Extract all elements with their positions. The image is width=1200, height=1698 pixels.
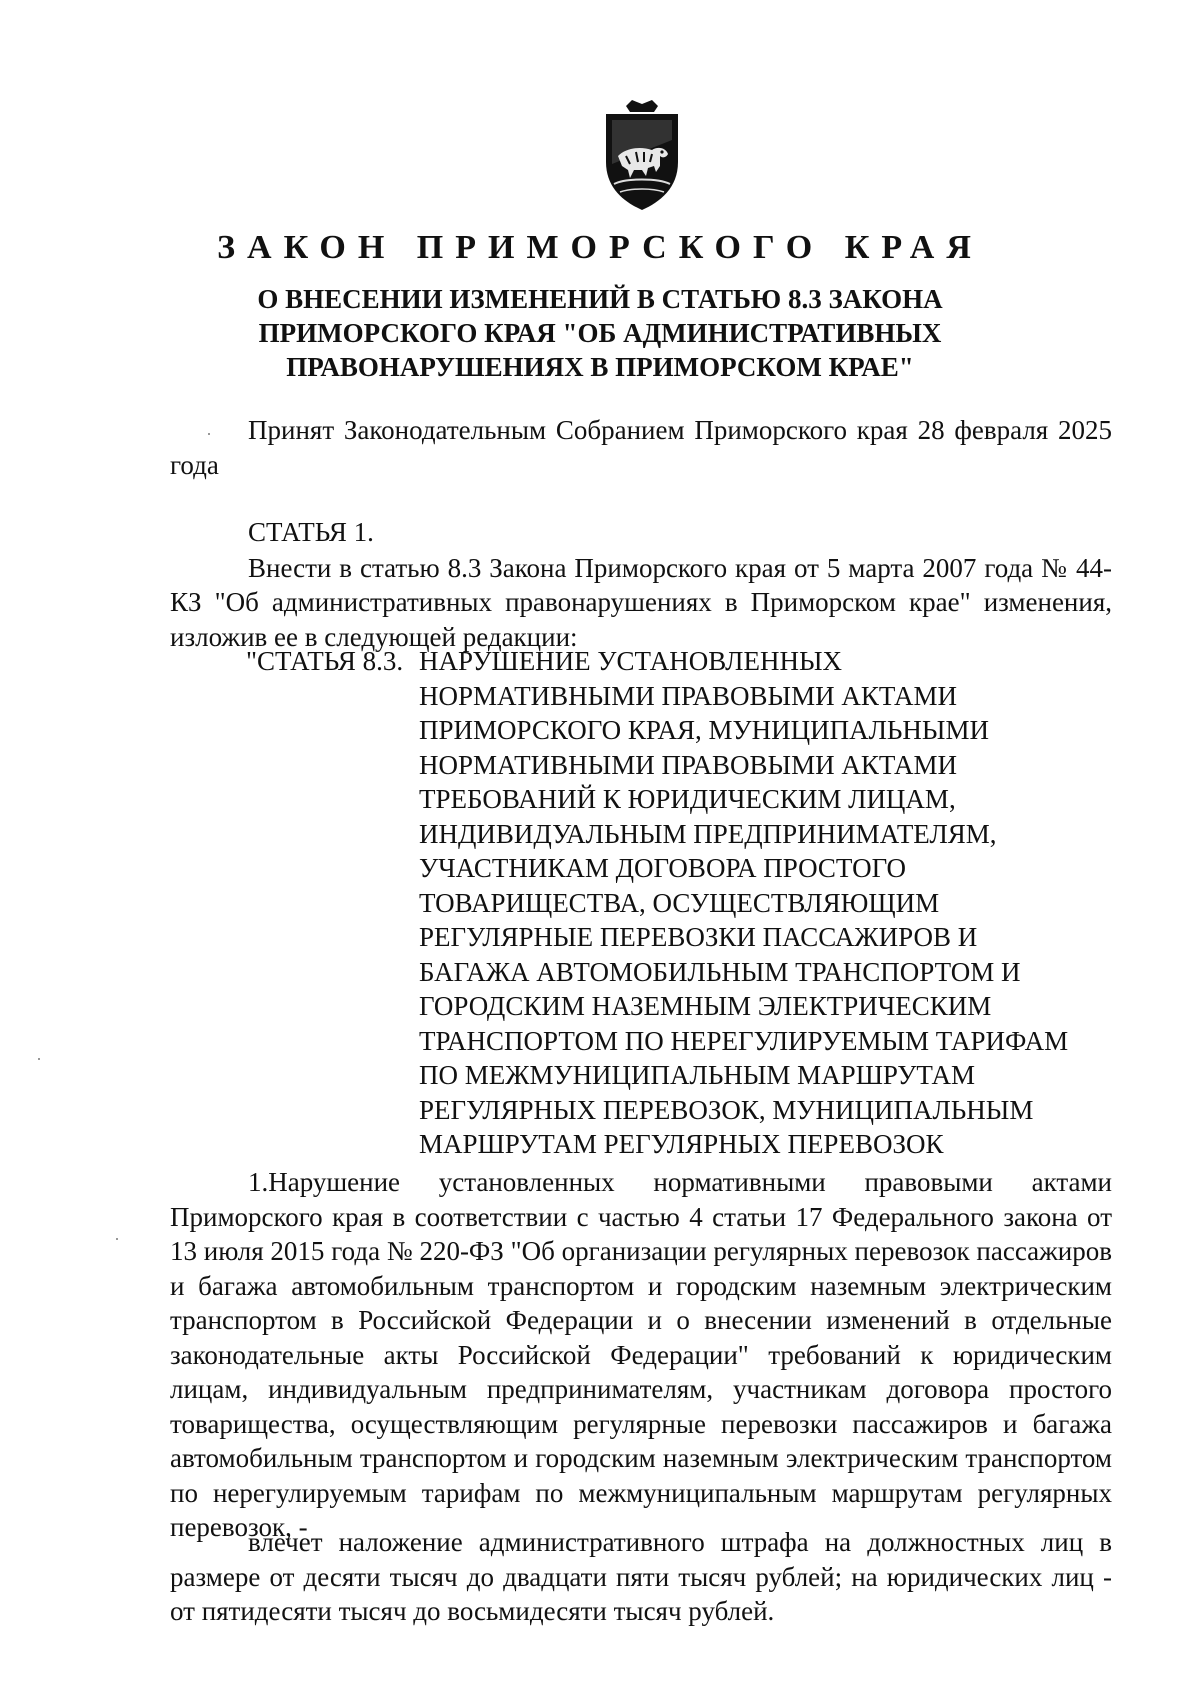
article-8-3-number: "СТАТЬЯ 8.3. xyxy=(246,646,404,676)
subtitle-line: ПРИМОРСКОГО КРАЯ "ОБ АДМИНИСТРАТИВНЫХ xyxy=(258,318,942,348)
article-8-3-title-line: МАРШРУТАМ РЕГУЛЯРНЫХ ПЕРЕВОЗОК xyxy=(419,1129,944,1159)
article-8-3-title-line: НАРУШЕНИЕ УСТАНОВЛЕННЫХ xyxy=(419,646,843,676)
article-8-3-title-line: ИНДИВИДУАЛЬНЫМ ПРЕДПРИНИМАТЕЛЯМ, xyxy=(419,818,997,849)
article-8-3-title-line: РЕГУЛЯРНЫЕ ПЕРЕВОЗКИ ПАССАЖИРОВ И xyxy=(419,922,978,952)
article-8-3-title-line: ТРЕБОВАНИЙ К ЮРИДИЧЕСКИМ ЛИЦАМ, xyxy=(419,784,956,814)
page-title: ЗАКОН ПРИМОРСКОГО КРАЯ xyxy=(217,229,983,266)
scan-speck xyxy=(208,433,210,435)
law-subtitle xyxy=(200,282,1000,384)
article-1 xyxy=(170,515,1112,654)
article-1-text: Внести в статью 8.3 Закона Приморского края от 5 марта 2007 года № 44-КЗ "Об административных правонарушениях в Приморском крае" изменения, изложив ее в следующей редакции: xyxy=(170,552,1112,652)
article-8-3-title-line: БАГАЖА АВТОМОБИЛЬНЫМ ТРАНСПОРТОМ И xyxy=(419,956,1021,987)
coat-of-arms-icon xyxy=(596,100,688,212)
article-8-3-title-line: НОРМАТИВНЫМИ ПРАВОВЫМИ АКТАМИ xyxy=(419,680,957,711)
subtitle-line: ПРАВОНАРУШЕНИЯХ В ПРИМОРСКОМ КРАЕ" xyxy=(286,352,914,382)
article-8-3-title-line: НОРМАТИВНЫМИ ПРАВОВЫМИ АКТАМИ xyxy=(419,749,957,780)
article-8-3-title-line: ГОРОДСКИМ НАЗЕМНЫМ ЭЛЕКТРИЧЕСКИМ xyxy=(419,991,992,1021)
article-8-3-title-line: ТОВАРИЩЕСТВА, ОСУЩЕСТВЛЯЮЩИМ xyxy=(419,887,940,918)
scan-speck xyxy=(116,1238,118,1240)
subtitle-line: О ВНЕСЕНИИ ИЗМЕНЕНИЙ В СТАТЬЮ 8.3 ЗАКОНА xyxy=(257,284,943,314)
article-8-3-title-line: ПРИМОРСКОГО КРАЯ, МУНИЦИПАЛЬНЫМИ xyxy=(419,715,989,745)
article-8-3-title-line: ТРАНСПОРТОМ ПО НЕРЕГУЛИРУЕМЫМ ТАРИФАМ xyxy=(419,1025,1069,1056)
article-8-3-penalty: влечет наложение административного штрафа на должностных лиц в размере от десяти тысяч до двадцати пяти тысяч рублей; на юридических лиц - от пятидесяти тысяч до восьмидесяти тысяч рублей. xyxy=(170,1527,1112,1626)
article-8-3-title-line: ПО МЕЖМУНИЦИПАЛЬНЫМ МАРШРУТАМ xyxy=(419,1060,976,1090)
article-8-3-title-line: УЧАСТНИКАМ ДОГОВОРА ПРОСТОГО xyxy=(419,853,907,883)
article-8-3-title xyxy=(419,644,1068,1162)
adoption-note: Принят Законодательным Собранием Приморского края 28 февраля 2025 года xyxy=(170,415,1112,480)
article-8-3-title-line: РЕГУЛЯРНЫХ ПЕРЕВОЗОК, МУНИЦИПАЛЬНЫМ xyxy=(419,1094,1034,1125)
scan-speck xyxy=(38,1058,40,1060)
article-1-heading: СТАТЬЯ 1. xyxy=(248,517,374,547)
article-8-3-part-1: 1.Нарушение установленных нормативными правовыми актами Приморского края в соответствии с частью 4 статьи 17 Федерального закона от 13 июля 2015 года № 220-ФЗ "Об организации регулярных перевозок пассажиров и багажа автомобильным транспортом и городским наземным электрическим транспортом в Российской Федерации и о внесении изменений в отдельные законодательные акты Российской Федерации" требований к юридическим лицам, индивидуальным предпринимателям, участникам договора простого товарищества, осуществляющим регулярные перевозки пассажиров и багажа автомобильным транспортом и городским наземным электрическим транспортом по нерегулируемым тарифам по межмуниципальным маршрутам регулярных перевозок, - xyxy=(170,1167,1112,1542)
